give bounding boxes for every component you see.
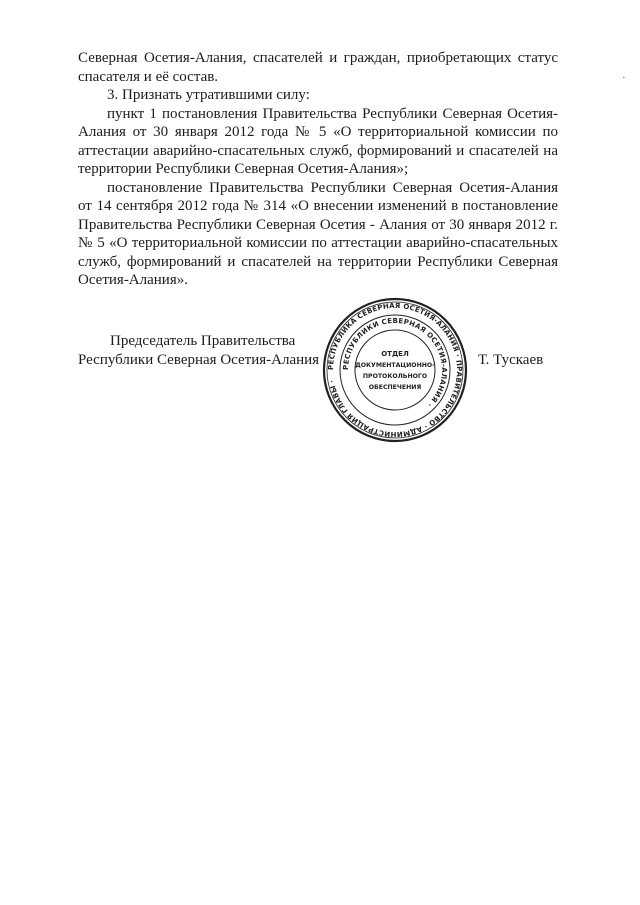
seal-inner-text: РЕСПУБЛИКИ СЕВЕРНАЯ ОСЕТИЯ-АЛАНИЯ · bbox=[341, 316, 449, 409]
seal-center-line-1: ОТДЕЛ bbox=[381, 350, 409, 358]
paragraph-3: пункт 1 постановления Правительства Республики Северная Осетия-Алания от 30 января 2012 года № 5 «О территориальной комиссии по аттестации аварийно-спасательных служб, формирований и спасателей на территории Республики Северная Осетия-Алания»; bbox=[78, 105, 558, 177]
signatory-title bbox=[78, 332, 328, 369]
seal-center-line-3: ПРОТОКОЛЬНОГО bbox=[362, 373, 428, 380]
paragraph-2: 3. Признать утратившими силу: bbox=[107, 87, 310, 103]
seal-graphic bbox=[321, 296, 469, 444]
margin-mark: · bbox=[622, 72, 626, 84]
seal-outer-text: РЕСПУБЛИКА СЕВЕРНАЯ ОСЕТИЯ-АЛАНИЯ · ПРАВИТЕЛЬСТВО · АДМИНИСТРАЦИЯ ГЛАВЫ · bbox=[326, 301, 464, 439]
seal-middle-circle bbox=[340, 315, 450, 425]
seal-inner-circle bbox=[355, 330, 435, 410]
seal-center-line-2: ДОКУМЕНТАЦИОННО- bbox=[355, 362, 435, 369]
official-seal bbox=[321, 296, 469, 444]
document-body bbox=[78, 49, 558, 290]
signatory-title-line-2: Республики Северная Осетия-Алания bbox=[78, 351, 320, 368]
seal-center-line-4: ОБЕСПЕЧЕНИЯ bbox=[368, 384, 422, 391]
paragraph-1: Северная Осетия-Алания, спасателей и граждан, приобретающих статус спасателя и её состав. bbox=[78, 50, 558, 85]
paragraph-4: постановление Правительства Республики Северная Осетия-Алания от 14 сентября 2012 года № 314 «О внесении изменений в постановление Правительства Республики Северная Осетия - Алания от 30 января 2012 г. № 5 «О территориальной комиссии по аттестации аварийно-спасательных служб, формирований и спасателей на территории Республики Северная Осетия-Алания». bbox=[78, 179, 558, 288]
signatory-name: Т. Тускаев bbox=[478, 352, 544, 368]
signatory-title-line-1: Председатель Правительства bbox=[110, 333, 296, 349]
